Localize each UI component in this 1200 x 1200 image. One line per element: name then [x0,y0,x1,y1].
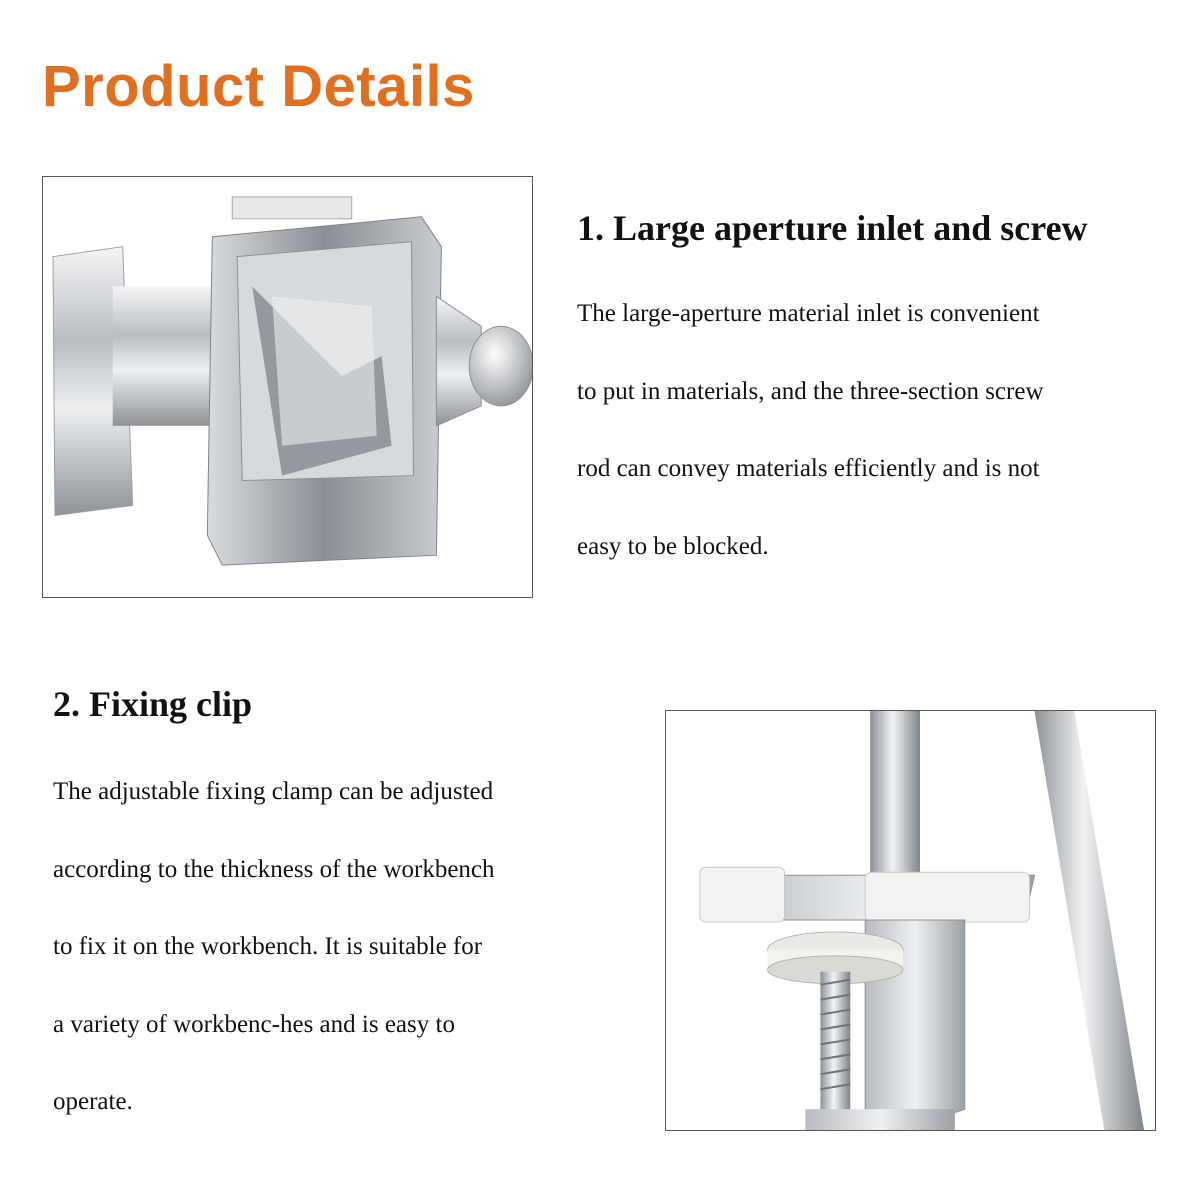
description-line: operate. [53,1088,133,1115]
inlet-screw-illustration [43,177,532,597]
feature-fixing-clip [53,682,613,1141]
inlet-screw-photo [42,176,533,598]
description-line: The adjustable fixing clamp can be adjusted [53,778,494,805]
feature-description [53,753,613,1141]
feature-heading: 2. Fixing clip [53,684,253,724]
description-line: easy to be blocked. [577,532,769,560]
page-title: Product Details [42,54,475,119]
description-line: to put in materials, and the three-section screw [577,377,1044,405]
feature-description [577,275,1177,585]
feature-inlet-screw [577,206,1177,585]
feature-heading: 1. Large aperture inlet and screw [577,208,1088,248]
description-line: rod can convey materials efficiently and is not [577,455,1040,482]
description-line: a variety of workbenc-hes and is easy to [53,1010,455,1038]
description-line: The large-aperture material inlet is convenient [577,300,1040,327]
fixing-clip-photo [665,710,1156,1131]
description-line: to fix it on the workbench. It is suitable for [53,933,483,960]
fixing-clip-illustration [666,711,1155,1130]
description-line: according to the thickness of the workbench [53,855,495,883]
